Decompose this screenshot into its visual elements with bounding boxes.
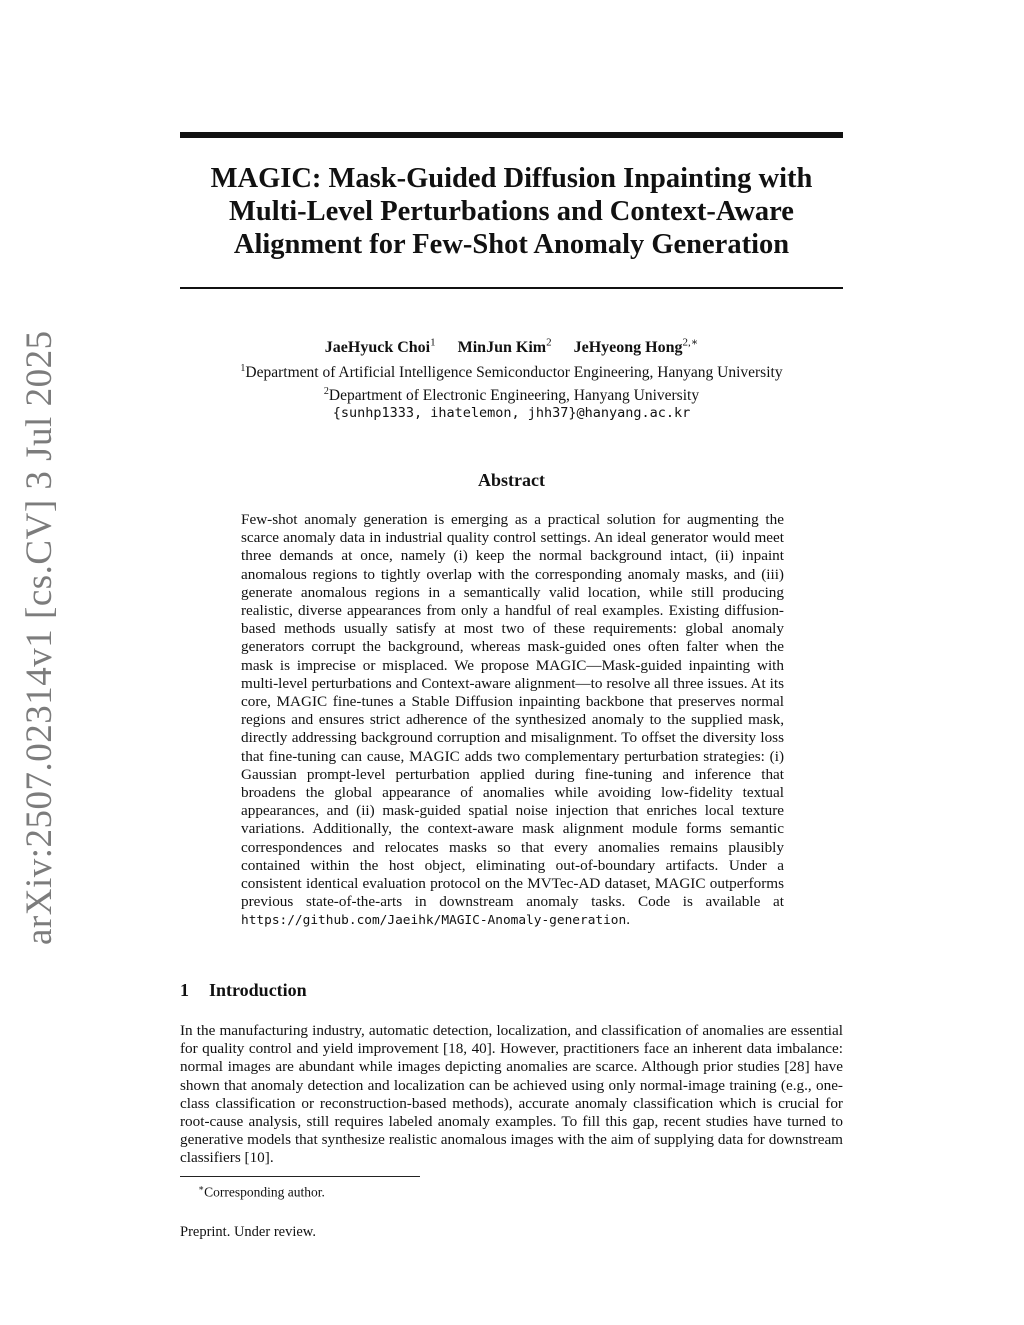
- author-emails: {sunhp1333, ihatelemon, jhh37}@hanyang.ac.kr: [332, 405, 691, 421]
- preprint-notice: Preprint. Under review.: [180, 1224, 316, 1240]
- title-line-1: MAGIC: Mask-Guided Diffusion Inpainting with: [210, 163, 813, 194]
- author-2: MinJun Kim$^2$: [457, 337, 552, 357]
- affiliation-1: $^1$Department of Artificial Intelligence Semiconductor Engineering, Hanyang University: [240, 363, 783, 382]
- author-3: JeHyeong Hong$^{2,∗}$: [573, 337, 699, 357]
- title-top-rule: [180, 132, 843, 138]
- section-number: 1: [180, 980, 189, 1000]
- author-1: JaeHyuck Choi$^1$: [324, 337, 436, 357]
- arxiv-identifier: arXiv:2507.02314v1 [cs.CV] 3 Jul 2025: [19, 330, 60, 945]
- paper-title: [180, 162, 843, 261]
- affiliation-2: $^2$Department of Electronic Engineering, Hanyang University: [323, 386, 700, 405]
- introduction-paragraph: In the manufacturing industry, automatic detection, localization, and classification of anomalies are essential for quality control and yield improvement [18, 40]. However, practitioners face an inherent data imbalance: normal images are abundant while images depicting anomalies are scarce. Although prior studies [28] have shown that anomaly detection and localization can be achieved using only normal-image training (e.g., one-class classification or reconstruction-based methods), accurate anomaly classification which is crucial for root-cause analysis, still requires labeled anomaly examples. To fill this gap, recent studies have turned to generative models that synthesize realistic anomalous images with the aim of supplying data for downstream classifiers [10].: [180, 1022, 843, 1167]
- author-list: [180, 333, 843, 358]
- title-bottom-rule: [180, 287, 843, 289]
- abstract-text: Few-shot anomaly generation is emerging as a practical solution for augmenting the scarce anomaly data in industrial quality control settings. An ideal generator would meet three demands at once, namely (i) keep the normal background intact, (ii) inpaint anomalous regions to tightly overlap with the corresponding anomaly masks, and (iii) generate anomalous regions in a semantically valid location, while still producing realistic, diverse appearances from only a handful of real examples. Existing diffusion-based methods usually satisfy at most two of these requirements: global anomaly generators corrupt the background, whereas mask-guided ones often falter when the mask is imprecise or misplaced. We propose MAGIC—Mask-guided inpainting with multi-level perturbations and Context-aware alignment—to resolve all three issues. At its core, MAGIC fine-tunes a Stable Diffusion inpainting backbone that preserves normal regions and ensures strict adherence of the synthesized anomaly to the supplied mask, directly addressing background corruption and misalignment. To offset the diversity loss that fine-tuning can cause, MAGIC adds two complementary perturbation strategies: (i) Gaussian prompt-level perturbation applied during fine-tuning and inference that broadens the global appearance of anomalies while avoiding low-fidelity textual appearances, and (ii) mask-guided spatial noise injection that enriches local texture variations. Additionally, the context-aware mask alignment module forms semantic correspondences and relocates masks so that every anomalies remains plausibly contained within the host object, eliminating out-of-boundary artifacts. Under a consistent identical evaluation protocol on the MVTec-AD dataset, MAGIC outperforms previous state-of-the-arts in downstream anomaly tasks. Code is available at: [241, 511, 784, 911]
- footnote: ∗Corresponding author.: [198, 1183, 325, 1200]
- code-link[interactable]: https://github.com/Jaeihk/MAGIC-Anomaly-generation: [241, 913, 627, 929]
- abstract-heading: Abstract: [478, 470, 545, 490]
- title-line-3: Alignment for Few-Shot Anomaly Generation: [233, 229, 790, 260]
- section-title: Introduction: [209, 980, 307, 1000]
- abstract-body: Few-shot anomaly generation is emerging as a practical solution for augmenting the scarce anomaly data in industrial quality control settings. An ideal generator would meet three demands at once, namely (i) keep the normal background intact, (ii) inpaint anomalous regions to tightly overlap with the corresponding anomaly masks, and (iii) generate anomalous regions in a semantically valid location, while still producing realistic, diverse appearances from only a handful of real examples. Existing diffusion-based methods usually satisfy at most two of these requirements: global anomaly generators corrupt the background, whereas mask-guided ones often falter when the mask is imprecise or misplaced. We propose MAGIC—Mask-guided inpainting with multi-level perturbations and Context-aware alignment—to resolve all three issues. At its core, MAGIC fine-tunes a Stable Diffusion inpainting backbone that preserves normal regions and ensures strict adherence of the synthesized anomaly to the supplied mask, directly addressing background corruption and misalignment. To offset the diversity loss that fine-tuning can cause, MAGIC adds two complementary perturbation strategies: (i) Gaussian prompt-level perturbation applied during fine-tuning and inference that broadens the global appearance of anomalies while avoiding low-fidelity textual appearances, and (ii) mask-guided spatial noise injection that enriches local texture variations. Additionally, the context-aware mask alignment module forms semantic correspondences and relocates masks so that every anomalies remains plausibly contained within the host object, eliminating out-of-boundary artifacts. Under a consistent identical evaluation protocol on the MVTec-AD dataset, MAGIC outperforms previous state-of-the-arts in downstream anomaly tasks. Code is available at https://github.com/Jaeihk/MAGIC-Anomaly-generation.: [241, 511, 784, 929]
- title-line-2: Multi-Level Perturbations and Context-Aware: [229, 196, 794, 227]
- section-heading-introduction: [180, 980, 307, 1001]
- affiliations: [180, 359, 843, 405]
- footnote-rule: [180, 1176, 420, 1177]
